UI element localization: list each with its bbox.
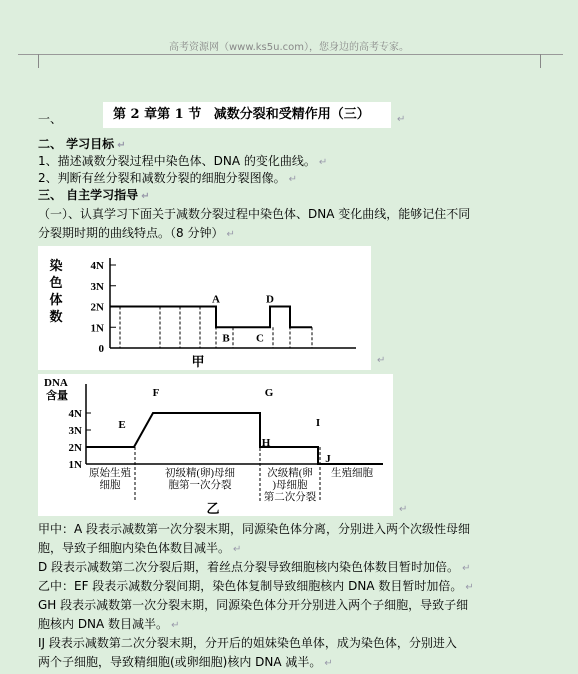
dna-curve <box>86 413 383 464</box>
point-label: C <box>256 332 264 345</box>
paragraph-mark: ↵ <box>397 114 406 125</box>
instruction-line: 分裂期时期的曲线特点。（8 分钟） ↵ <box>38 226 235 240</box>
phase-label: 细胞 <box>99 480 121 491</box>
y-axis-label: 数 <box>49 309 63 324</box>
y-axis-label: 色 <box>49 275 63 290</box>
y-tick-label: 0 <box>98 343 104 355</box>
goal-item: 1、描述减数分裂过程中染色体、DNA 的变化曲线。 ↵ <box>38 154 328 168</box>
chart-title: 甲 <box>191 354 205 369</box>
lesson-name: 减数分裂和受精作用（三） <box>213 107 370 122</box>
phase-label: )母细胞 <box>272 480 308 491</box>
chapter-label: 第 2 章第 1 节 <box>113 107 202 122</box>
point-label: D <box>266 293 274 306</box>
title-prefix: 一、 <box>38 112 63 126</box>
explanation-line: 胞核内 DNA 数目减半。 ↵ <box>38 617 180 631</box>
lesson-title <box>103 102 391 128</box>
explanation-line: 两个子细胞，导致精细胞(或卵细胞)核内 DNA 减半。 ↵ <box>38 655 333 669</box>
phase-label: 原始生殖 <box>89 468 131 479</box>
phase-label: 生殖细胞 <box>331 468 373 479</box>
chart-chromosome-count <box>38 246 371 370</box>
phase-label: 初级精(卵)母细 <box>165 468 235 479</box>
goal-item: 2、判断有丝分裂和减数分裂的细胞分裂图像。 ↵ <box>38 171 298 185</box>
phase-label: 次级精(卵 <box>267 468 313 479</box>
point-label: H <box>261 437 271 449</box>
header-rule <box>18 54 563 55</box>
point-label: G <box>264 387 274 399</box>
explanation-line: GH 段表示减数第一次分裂末期，同源染色体分开分别进入两个子细胞，导致子细 <box>38 598 469 612</box>
phase-label: 第二次分裂 <box>263 492 317 503</box>
explanation-line: D 段表示减数第二次分裂后期，着丝点分裂导致细胞核内染色体数目暂时加倍。 ↵ <box>38 560 471 574</box>
y-tick-label: 1N <box>90 322 104 335</box>
section-heading-goals: 二、 学习目标 ↵ <box>38 137 126 151</box>
chart-dna-content <box>38 374 393 516</box>
instruction-line: （一）、认真学习下面关于减数分裂过程中染色体、DNA 变化曲线，能够记住不同 <box>38 207 471 221</box>
point-label: J <box>325 453 331 465</box>
y-tick-label: 4N <box>90 260 104 272</box>
explanation-line: 胞，导致子细胞内染色体数目减半。 ↵ <box>38 541 242 555</box>
y-axis-label: 染 <box>49 258 63 273</box>
section-heading-guide: 三、 自主学习指导 ↵ <box>38 188 150 202</box>
point-label: F <box>152 387 160 399</box>
site-header-text: 高考资源网（www.ks5u.com），您身边的高考专家。 <box>168 42 410 53</box>
explanation-line: 乙中：EF 段表示减数分裂间期，染色体复制导致细胞核内 DNA 数目暂时加倍。 ↵ <box>38 579 474 593</box>
y-axis-label: DNA <box>44 377 68 389</box>
corner-mark-left <box>18 54 39 68</box>
paragraph-mark: ↵ <box>399 504 408 515</box>
y-axis-label: 含量 <box>46 390 68 402</box>
phase-label: 胞第一次分裂 <box>168 480 232 491</box>
paragraph-mark: ↵ <box>377 355 386 366</box>
corner-mark-right <box>540 54 561 68</box>
y-tick-label: 2N <box>90 301 104 314</box>
explanation-line: 甲中：A 段表示减数第一次分裂末期，同源染色体分离，分别进入两个次级性母细 <box>38 522 471 536</box>
y-tick-label: 4N <box>68 408 82 420</box>
chromosome-curve <box>110 307 312 328</box>
explanation-line: IJ 段表示减数第二次分裂末期，分开后的姐妹染色单体，成为染色体，分别进入 <box>38 636 457 650</box>
point-label: I <box>315 417 321 429</box>
y-tick-label: 3N <box>90 280 104 293</box>
y-tick-label: 1N <box>68 459 82 471</box>
y-axis-label: 体 <box>49 292 63 307</box>
y-tick-label: 3N <box>68 425 82 437</box>
chart-title: 乙 <box>206 501 220 516</box>
point-label: E <box>118 419 126 431</box>
y-tick-label: 2N <box>68 442 82 454</box>
point-label: B <box>222 332 230 345</box>
point-label: A <box>212 293 220 306</box>
